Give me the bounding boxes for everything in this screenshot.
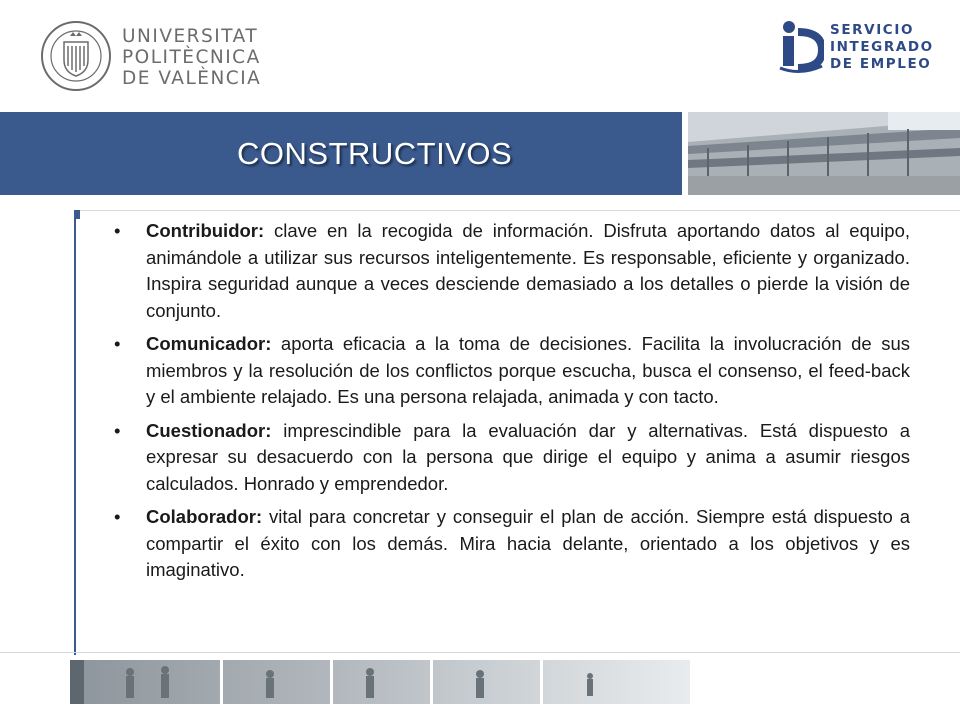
bullet-icon: • xyxy=(114,220,121,241)
bullet-icon: • xyxy=(114,506,121,527)
upv-line-1: UNIVERSITAT xyxy=(122,26,259,47)
sie-line-1: SERVICIO xyxy=(830,22,915,38)
building-photo xyxy=(688,112,960,195)
content-rule-tick xyxy=(74,210,80,219)
item-term: Colaborador: xyxy=(146,506,263,527)
list-item xyxy=(110,504,910,584)
item-text: clave en la recogida de información. Disfruta aportando datos al equipo, animándole a utilizar sus recursos inteligentemente. Es responsable, eficiente y organizado. Inspira seguridad aunque a veces desciende demasiado a los detalles o pierde la visión de conjunto. xyxy=(146,220,910,321)
list-item xyxy=(110,418,910,498)
upv-logo xyxy=(40,20,270,95)
sie-line-3: DE EMPLEO xyxy=(830,56,932,72)
sie-wordmark xyxy=(830,22,934,73)
building-photo-image xyxy=(688,112,960,195)
footer-photo-strip-image xyxy=(70,656,690,704)
list-item xyxy=(110,218,910,324)
footer-rule xyxy=(0,652,960,653)
sie-line-2: INTEGRADO xyxy=(830,39,934,55)
sie-mark-icon xyxy=(778,18,824,76)
item-term: Comunicador: xyxy=(146,333,272,354)
bullet-icon: • xyxy=(114,419,121,441)
upv-wordmark xyxy=(122,26,261,89)
item-term: Contribuidor: xyxy=(146,220,265,241)
bullet-list xyxy=(110,218,910,591)
upv-seal-icon xyxy=(40,20,112,92)
sie-logo xyxy=(778,18,938,78)
upv-line-3: DE VALÈNCIA xyxy=(122,68,262,89)
item-text: aporta eficacia a la toma de decisiones. Facilita la involucración de sus miembros y la resolución de los conflictos porque escucha, busca el consenso, el feed-back y el ambiente relajado. Es una persona relajada, animada y con tacto. xyxy=(146,333,910,407)
item-term: Cuestionador: xyxy=(146,419,272,441)
upv-line-2: POLITÈCNICA xyxy=(122,47,261,68)
bullet-icon: • xyxy=(114,333,121,354)
list-item xyxy=(110,331,910,411)
slide-title: CONSTRUCTIVOS xyxy=(237,136,513,171)
footer-photo-strip xyxy=(70,656,690,704)
item-text: vital para concretar y conseguir el plan de acción. Siempre está dispuesto a compartir el éxito con los demás. Mira hacia delante, orientado a los objetivos y es imaginativo. xyxy=(146,506,910,580)
item-text: imprescindible para la evaluación dar y alternativas. Está dispuesto a expresar su desacuerdo con la persona que dirige el equipo y anima a asumir riesgos calculados. Honrado y emprendedor. xyxy=(146,419,910,494)
content-left-rule xyxy=(74,210,76,655)
content-top-rule xyxy=(74,210,960,211)
